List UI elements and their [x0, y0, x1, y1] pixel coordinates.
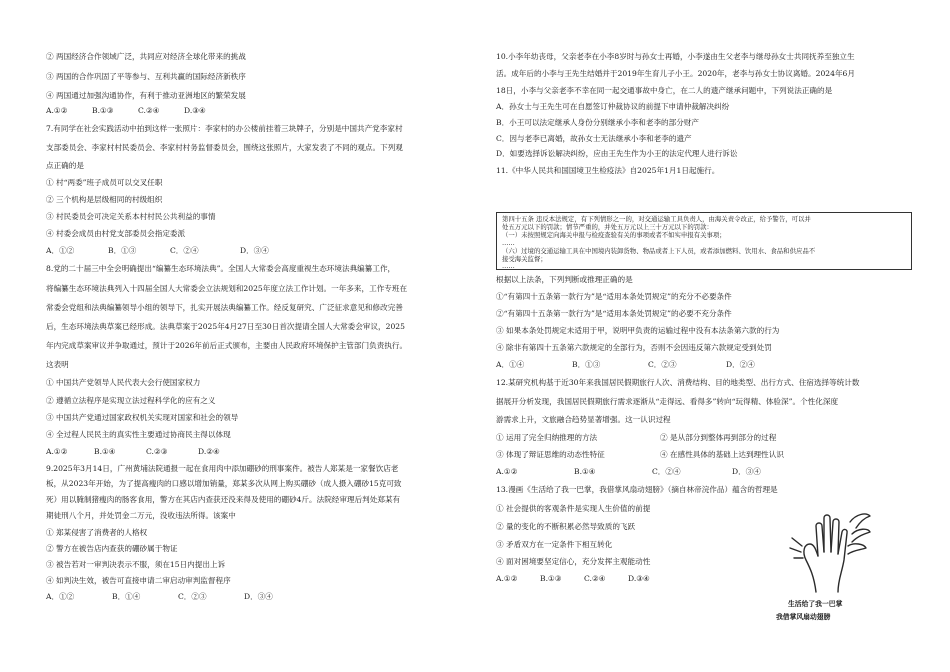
q10-stem-3: 18日，小李与父亲老李不幸在同一起交通事故中身亡，在二人的遗产继承问题中，下列说法正确的是 — [496, 86, 833, 95]
q11-choice-3: ③ 如果本条处罚规定未适用于甲，说明甲负责的运输过程中没有本法条第六款的行为 — [496, 326, 780, 335]
q10-option-d: D．如要选择诉讼解决纠纷，应由王先生作为小王的法定代理人进行诉讼 — [496, 149, 738, 158]
q10-stem-2: 活。成年后的小李与王先生结婚并于2019年生育儿子小王。2020年，老李与孙女士协议离婚。2024年6月 — [496, 69, 855, 78]
q12-option-c: C．②④ — [652, 467, 681, 476]
q6-choice-2: ② 两国经济合作领域广泛，共同应对经济全球化带来的挑战 — [46, 52, 246, 61]
q12-choice-3: ③ 体现了辩证思维的动态性特征 — [496, 450, 605, 459]
q9-stem-1: 9.2025年3月14日，广州黄埔法院通报一起在食用肉中添加硼砂的刑事案件。被告人郑某是一家餐饮店老 — [46, 464, 399, 473]
q8-stem-4: 后，生态环境法典草案已经形成。法典草案于2025年4月27日至30日首次提请全国人大常委会审议，2025 — [46, 322, 405, 331]
q9-choice-4: ④ 如判决生效，被告可直接申请二审启动审判监督程序 — [46, 576, 231, 585]
q6-option-b: B.①③ — [92, 106, 114, 115]
q13-option-d: D.③④ — [628, 574, 650, 583]
q11-choice-1: ①“有第四十五条第一款行为”是“适用本条处罚规定”的充分不必要条件 — [496, 292, 732, 301]
q11-options — [496, 361, 755, 369]
q9-choice-3: ③ 被告若对一审判决表示不服，须在15日内提出上诉 — [46, 560, 226, 569]
q8-stem-6: 这表明 — [46, 360, 69, 369]
q7-choice-2: ② 三个机构是层级相同的村级组织 — [46, 195, 163, 204]
q8-option-b: B.①④ — [94, 447, 116, 456]
q7-stem-3: 点正确的是 — [46, 161, 84, 170]
q13-choice-4: ④ 面对困境要坚定信心，充分发挥主观能动性 — [496, 557, 651, 566]
q7-choice-4: ④ 村委会成员由村党支部委员会指定委派 — [46, 229, 186, 238]
q9-option-a: A．①② — [46, 592, 75, 601]
q8-choice-3: ③ 中国共产党通过国家政权机关实现对国家和社会的领导 — [46, 413, 239, 422]
q13-options — [496, 575, 650, 583]
q7-stem-1: 7.有同学在社会实践活动中拍到这样一张照片：李家村的办公楼前挂着三块牌子，分别是中国共产党李家村 — [46, 124, 403, 133]
law-line-7: …… — [502, 262, 515, 270]
q12-option-d: D．③④ — [732, 467, 761, 476]
q8-choice-1: ① 中国共产党领导人民代表大会行使国家权力 — [46, 378, 201, 387]
cartoon-illustration — [776, 504, 872, 624]
q7-options — [46, 247, 269, 255]
law-line-6: 接受海关监督； — [502, 255, 547, 263]
q9-option-d: D．③④ — [244, 592, 273, 601]
q9-stem-2: 板，从2023年开始，为了提高瘦肉的口感以增加销量，郑某多次从网上购买硼砂（成人摄入硼砂15克可致 — [46, 479, 402, 488]
law-line-3: （一）未按照规定向海关申报与检疫查验有关的事项或者不如实申报有关事项； — [502, 231, 726, 239]
q7-option-a: A．①② — [46, 246, 75, 255]
q10-option-c: C．因与老李已离婚，故孙女士无法继承小李和老李的遗产 — [496, 134, 692, 143]
q13-option-b: B.①③ — [540, 574, 562, 583]
cartoon-caption-1: 生活给了我一巴掌 — [788, 600, 843, 608]
cartoon-caption-2: 我借掌风扇动翅膀 — [776, 613, 831, 621]
q9-option-b: B．①④ — [112, 592, 141, 601]
q11-option-b: B．①③ — [572, 360, 601, 369]
q7-option-b: B．①③ — [108, 246, 137, 255]
q8-option-c: C.②③ — [146, 447, 168, 456]
q9-option-c: C．②③ — [178, 592, 207, 601]
q12-stem-3: 游需求上升，文旅融合趋势显著增强。这一认识过程 — [496, 415, 671, 424]
law-line-5: （六）过境的交通运输工具在中国境内装卸货物、物品或者上下人员，或者添加燃料、饮用水、食品和供应品不 — [502, 247, 816, 255]
q6-option-d: D.③④ — [184, 106, 206, 115]
q11-stem: 根据以上法条，下列判断或推理正确的是 — [496, 275, 633, 284]
q8-option-a: A.①② — [46, 447, 68, 456]
q9-choice-2: ② 警方在被告店内查获的硼砂属于物证 — [46, 544, 178, 553]
q7-option-c: C．②④ — [170, 246, 199, 255]
q10-stem-1: 10.小李年幼丧母，父亲老李在小李8岁时与孙女士再婚，小李遂由生父老李与继母孙女士共同抚养至独立生 — [496, 52, 855, 61]
q11-option-d: D．②④ — [726, 360, 755, 369]
q13-option-c: C.②④ — [584, 574, 606, 583]
q8-stem-5: 年内完成草案审议并争取通过，预计于2026年前后正式颁布，主要由人民政府环境保护主管部门负责执行。 — [46, 341, 408, 350]
q9-stem-4: 期徒刑八个月，并处罚金二万元，没收违法所得。该案中 — [46, 511, 236, 520]
q8-choice-2: ② 遵循立法程序是实现立法过程科学化的应有之义 — [46, 396, 216, 405]
q11-option-a: A．①④ — [496, 360, 525, 369]
q11-choice-4: ④ 除非有第四十五条第六款规定的全部行为，否则不会因违反第六款规定受到处罚 — [496, 343, 772, 352]
q8-stem-1: 8.党的二十届三中全会明确提出“编纂生态环境法典”。全国人大常委会高度重视生态环境法典编纂工作， — [46, 264, 396, 273]
q13-choice-1: ① 社会提供的客观条件是实现人生价值的前提 — [496, 504, 651, 513]
q12-stem-1: 12.某研究机构基于近30年来我国居民假期旅行人次、消费结构、目的地类型、出行方式、住宿选择等统计数 — [496, 378, 860, 387]
q13-stem: 13.漫画《生活给了我一巴掌，我借掌风扇动翅膀》（摘自林帝浣作品）蕴含的哲理是 — [496, 485, 778, 494]
q8-option-d: D.②④ — [198, 447, 220, 456]
q7-choice-1: ① 村“两委”班子成员可以交叉任职 — [46, 178, 163, 187]
q9-choice-1: ① 郑某侵害了消费者的人格权 — [46, 528, 148, 537]
q12-option-a: A.①② — [496, 467, 518, 476]
q8-stem-3: 常委会党组和法典编纂领导小组的领导下，扎实开展法典编纂工作。经反复研究、广泛征求意见和修改完善 — [46, 303, 403, 312]
q12-options — [496, 468, 761, 476]
q12-choice-1: ① 运用了完全归纳推理的方法 — [496, 433, 598, 442]
q13-choice-3: ③ 矛盾双方在一定条件下相互转化 — [496, 540, 613, 549]
q10-option-a: A．孙女士与王先生可在自愿签订仲裁协议的前提下申请仲裁解决纠纷 — [496, 102, 730, 111]
q11-option-c: C．②③ — [648, 360, 677, 369]
q6-choice-4: ④ 两国通过加强沟通协作，有利于推动亚洲地区的繁荣发展 — [46, 91, 246, 100]
law-line-2: 处五万元以下的罚款；情节严重的，并处五万元以上三十万元以下的罚款： — [502, 223, 713, 231]
q11-intro: 11.《中华人民共和国国境卫生检疫法》自2025年1月1日起施行。 — [496, 166, 720, 175]
q13-option-a: A.①② — [496, 574, 518, 583]
q12-choice-2: ② 是从部分到整体再到部分的过程 — [660, 433, 777, 442]
q7-option-d: D．③④ — [240, 246, 269, 255]
q13-choice-2: ② 量的变化的不断积累必然导致质的飞跃 — [496, 522, 636, 531]
hand-with-wings-drawing — [786, 504, 872, 594]
law-line-4: …… — [502, 239, 515, 247]
q6-option-a: A.①② — [46, 106, 68, 115]
q12-stem-2: 据展开分析发现，我国居民假期旅行需求逐渐从“走得远、看得多”转向“玩得精、体验深”。个性化深度 — [496, 397, 839, 406]
q7-choice-3: ③ 村民委员会可决定关系本村村民公共利益的事情 — [46, 212, 216, 221]
q9-stem-3: 死）用以腌制猪瘦肉的肠客食用，警方在其店内查获还没来得及使用的硼砂4斤。法院经审理后判处郑某有 — [46, 495, 401, 504]
q12-choice-4: ④ 在感性具体的基础上达到理性认识 — [660, 450, 784, 459]
q8-stem-2: 将编纂生态环境法典列入十四届全国人大常委会立法规划和2025年度立法工作计划。一年多来，工作专班在 — [46, 284, 408, 293]
q10-option-b: B．小王可以法定继承人身份分别继承小李和老李的部分财产 — [496, 118, 700, 127]
q9-options — [46, 593, 273, 601]
q11-choice-2: ②“有第四十五条第一款行为”是“适用本条处罚规定”的必要不充分条件 — [496, 309, 732, 318]
q6-choice-3: ③ 两国的合作巩固了平等参与、互利共赢的国际经济新秩序 — [46, 72, 246, 81]
law-line-1: 第四十五条 违反本法规定，有下列情形之一的，对交通运输工具负责人，由海关责令改正，给予警告，可以并 — [502, 215, 811, 223]
q7-stem-2: 支部委员会、李家村村民委员会、李家村村务监督委员会，围绕这张照片，大家发表了不同的观点。下列观 — [46, 143, 403, 152]
q6-options — [46, 107, 206, 115]
law-excerpt-box — [496, 212, 912, 270]
q12-option-b: B.①④ — [574, 467, 596, 476]
q6-option-c: C.②④ — [138, 106, 160, 115]
q8-choice-4: ④ 全过程人民民主的真实性主要通过协商民主得以体现 — [46, 430, 231, 439]
q8-options — [46, 448, 220, 456]
